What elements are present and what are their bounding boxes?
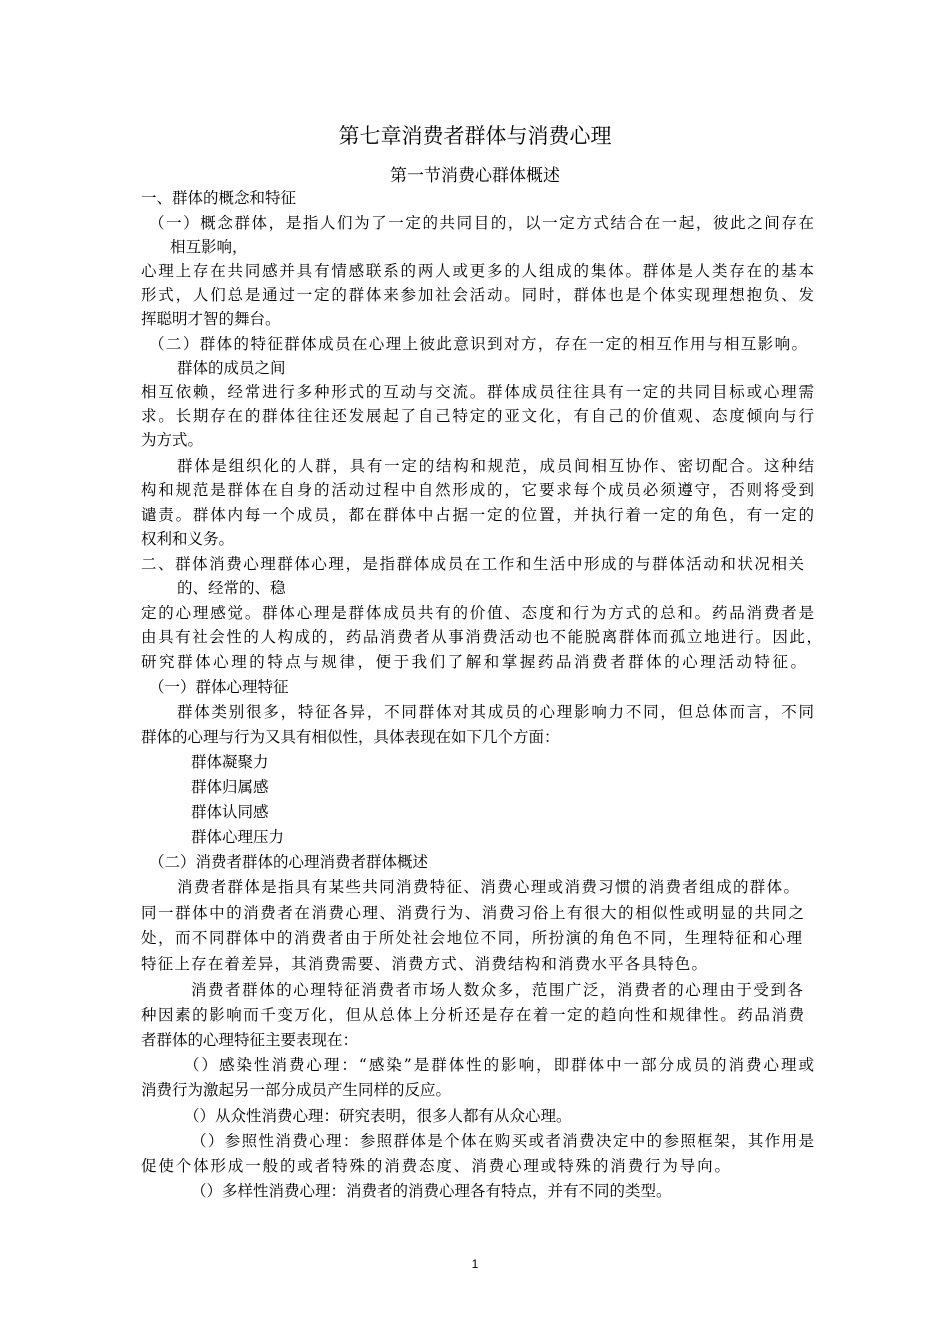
paragraph-line: （一）概念群体，是指人们为了一定的共同目的，以一定方式结合在一起，彼此之间存在: [149, 214, 814, 232]
paragraph-line: 群体的成员之间: [177, 359, 286, 377]
subheading-line: （一）群体心理特征: [149, 678, 289, 696]
paragraph-line: 促使个体形成一般的或者特殊的消费态度、消费心理或特殊的消费行为导向。: [141, 1157, 730, 1175]
paragraph-line: 种因素的影响而千变万化，但从总体上分析还是存在着一定的趋向性和规律性。药品消费: [141, 1006, 804, 1024]
paragraph-line: 心理上存在共同感并具有情感联系的两人或更多的人组成的集体。群体是人类存在的基本: [141, 262, 814, 280]
paragraph-line: 处，而不同群体中的消费者由于所处社会地位不同，所扮演的角色不同，生理特征和心理: [141, 929, 802, 947]
paragraph-line: 同一群体中的消费者在消费心理、消费行为、消费习俗上有很大的相似性或明显的共同之: [141, 904, 804, 922]
paragraph-line: 由具有社会性的人构成的，药品消费者从事消费活动也不能脱离群体而孤立地进行。因此，: [141, 628, 822, 646]
paragraph-line: 权利和义务。: [141, 530, 235, 548]
paragraph-line: 特征上存在着差异，其消费需要、消费方式、消费结构和消费水平各具特色。: [141, 955, 707, 973]
paragraph-line: 研究群体心理的特点与规律，便于我们了解和掌握药品消费者群体的心理活动特征。: [141, 653, 806, 671]
paragraph-line: 群体是组织化的人群，具有一定的结构和规范，成员间相互协作、密切配合。这种结: [177, 457, 814, 475]
list-item: 群体归属感: [191, 778, 269, 796]
paragraph-line: 消费者群体的心理特征消费者市场人数众多，范围广泛，消费者的心理由于受到各: [191, 981, 803, 999]
paragraph-line: 形式，人们总是通过一定的群体来参加社会活动。同时，群体也是个体实现理想抱负、发: [141, 286, 814, 304]
list-item: （）参照性消费心理：参照群体是个体在购买或者消费决定中的参照框架，其作用是: [191, 1132, 814, 1150]
paragraph-line: 为方式。: [141, 431, 204, 449]
paragraph-line: 的、经常的、稳: [177, 579, 286, 597]
heading-line: 一、群体的概念和特征: [141, 189, 297, 207]
chapter-title: 第七章消费者群体与消费心理: [338, 124, 612, 148]
list-item: （）从众性消费心理：研究表明，很多人都有从众心理。: [184, 1107, 572, 1125]
paragraph-line: 相互依赖，经常进行多种形式的互动与交流。群体成员往往具有一定的共同目标或心理需: [141, 383, 814, 401]
list-item: （）感染性消费心理：“感染”是群体性的影响，即群体中一部分成员的消费心理或: [184, 1056, 814, 1074]
list-item: （）多样性消费心理：消费者的消费心理各有特点，并有不同的类型。: [191, 1182, 672, 1200]
page-number: 1: [471, 1257, 479, 1271]
paragraph-line: 相互影响，: [170, 238, 248, 256]
paragraph-line: 群体的心理与行为又具有相似性，具体表现在如下几个方面：: [141, 728, 560, 746]
paragraph-line: 消费者群体是指具有某些共同消费特征、消费心理或消费习惯的消费者组成的群体。: [177, 878, 799, 896]
paragraph-line: （二）群体的特征群体成员在心理上彼此意识到对方，存在一定的相互作用与相互影响。: [149, 335, 807, 353]
paragraph-line: 挥聪明才智的舞台。: [141, 310, 281, 328]
heading-line: 二、群体消费心理群体心理，是指群体成员在工作和生活中形成的与群体活动和状况相关: [141, 555, 804, 573]
paragraph-line: 求。长期存在的群体往往还发展起了自己特定的亚文化，有自己的价值观、态度倾向与行: [141, 407, 814, 425]
paragraph-line: 构和规范是群体在自身的活动过程中自然形成的，它要求每个成员必须遵守，否则将受到: [141, 481, 814, 499]
paragraph-line: 谴责。群体内每一个成员，都在群体中占据一定的位置，并执行着一定的角色，有一定的: [141, 506, 814, 524]
list-item: 群体凝聚力: [191, 753, 269, 771]
paragraph-line: 者群体的心理特征主要表现在：: [141, 1031, 359, 1049]
paragraph-line: 群体类别很多，特征各异，不同群体对其成员的心理影响力不同，但总体而言，不同: [177, 703, 814, 721]
paragraph-line: 消费行为激起另一部分成员产生同样的反应。: [141, 1081, 452, 1099]
paragraph-line: 定的心理感觉。群体心理是群体成员共有的价值、态度和行为方式的总和。药品消费者是: [141, 604, 814, 622]
section-title: 第一节消费心群体概述: [390, 166, 560, 186]
subheading-line: （二）消费者群体的心理消费者群体概述: [149, 853, 429, 871]
list-item: 群体心理压力: [191, 828, 285, 846]
list-item: 群体认同感: [191, 803, 269, 821]
